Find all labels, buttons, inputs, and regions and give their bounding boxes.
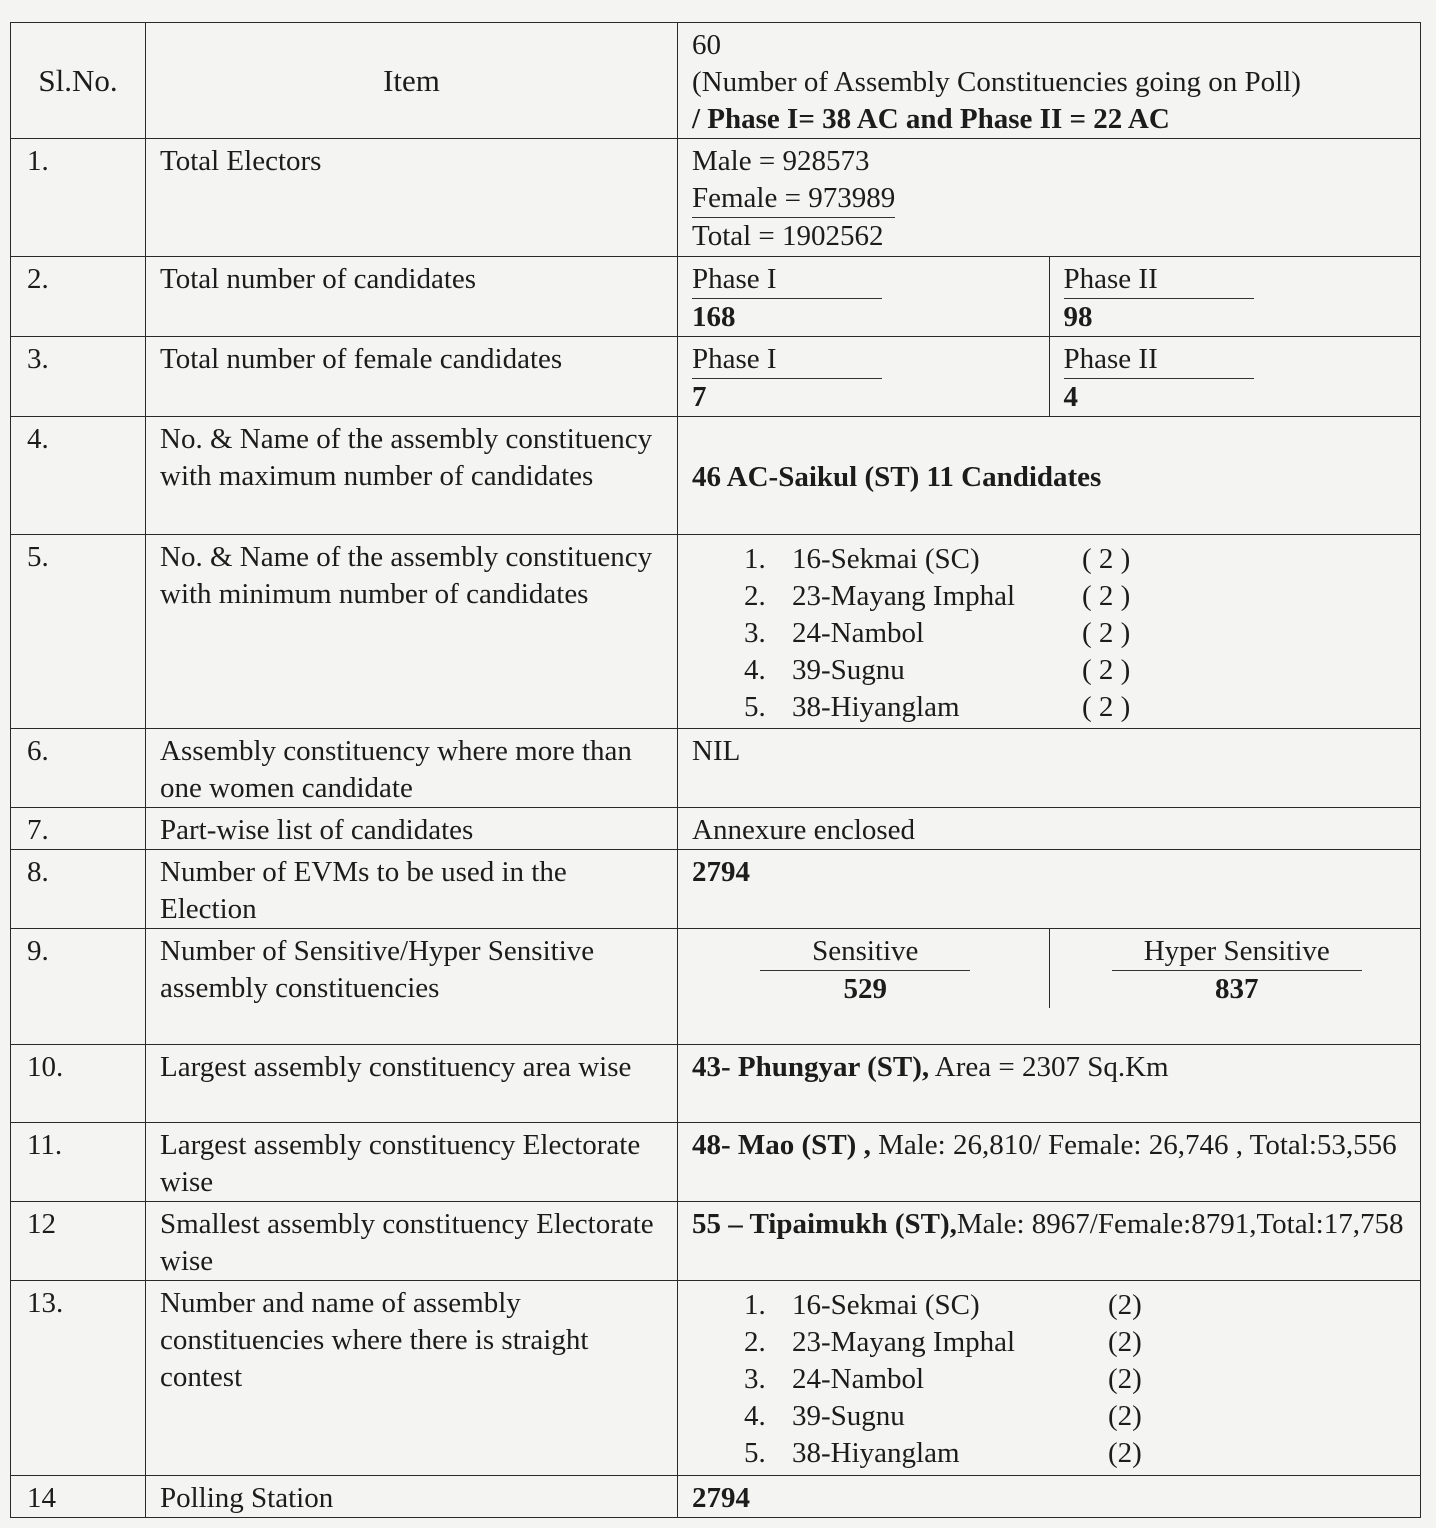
table-row xyxy=(11,1476,1421,1518)
row-item: Number of EVMs to be used in the Election xyxy=(146,850,678,929)
row-number: 13. xyxy=(11,1281,146,1476)
table-row xyxy=(11,1123,1421,1202)
electors-female: Female = 973989 xyxy=(692,180,1410,218)
electors-total: Total = 1902562 xyxy=(692,220,884,252)
list-item: 3. 24-Nambol (2) xyxy=(744,1363,1142,1395)
row-item: Total number of candidates xyxy=(146,257,678,337)
row-number: 10. xyxy=(11,1045,146,1123)
row-item: Total Electors xyxy=(146,139,678,257)
table-header-row xyxy=(11,23,1421,139)
row-number: 7. xyxy=(11,808,146,850)
list-item: 4. 39-Sugnu ( 2 ) xyxy=(744,654,1131,686)
phase-1-cell: Phase I 7 xyxy=(678,337,1049,416)
sensitive-cell: Sensitive 529 xyxy=(678,929,1049,1008)
row-value: 2794 xyxy=(678,1476,1421,1518)
row-item: Total number of female candidates xyxy=(146,337,678,417)
row-item: Largest assembly constituency area wise xyxy=(146,1045,678,1123)
table-row xyxy=(11,729,1421,808)
phase-2-cell: Phase II 4 xyxy=(1049,337,1421,416)
straight-contest-list xyxy=(678,1281,1421,1476)
row-item: Smallest assembly constituency Electorate wise xyxy=(146,1202,678,1281)
list-item: 2. 23-Mayang Imphal ( 2 ) xyxy=(744,580,1131,612)
table-row xyxy=(11,417,1421,535)
list-item: 5. 38-Hiyanglam ( 2 ) xyxy=(744,691,1131,723)
header-slno: Sl.No. xyxy=(11,23,146,139)
row-number: 9. xyxy=(11,929,146,1045)
summary-table xyxy=(10,22,1421,1518)
table-row xyxy=(11,1202,1421,1281)
electors-male: Male = 928573 xyxy=(692,145,870,177)
row-value: 2794 xyxy=(678,850,1421,929)
sensitive-values xyxy=(678,929,1421,1045)
row-value: 48- Mao (ST) , Male: 26,810/ Female: 26,746 , Total:53,556 xyxy=(678,1123,1421,1202)
table-row xyxy=(11,139,1421,257)
list-item: 1. 16-Sekmai (SC) (2) xyxy=(744,1289,1142,1321)
hyper-sensitive-cell: Hyper Sensitive 837 xyxy=(1049,929,1421,1008)
min-candidates-list xyxy=(678,535,1421,729)
row-item: No. & Name of the assembly constituency with minimum number of candidates xyxy=(146,535,678,729)
row-number: 6. xyxy=(11,729,146,808)
list-item: 5. 38-Hiyanglam (2) xyxy=(744,1437,1142,1469)
list-item: 3. 24-Nambol ( 2 ) xyxy=(744,617,1131,649)
table-row xyxy=(11,808,1421,850)
row-number: 4. xyxy=(11,417,146,535)
row-item: Assembly constituency where more than one women candidate xyxy=(146,729,678,808)
list-item: 2. 23-Mayang Imphal (2) xyxy=(744,1326,1142,1358)
row-number: 8. xyxy=(11,850,146,929)
row-item: Part-wise list of candidates xyxy=(146,808,678,850)
ac-phases: / Phase I= 38 AC and Phase II = 22 AC xyxy=(692,103,1170,135)
row-item: Number and name of assembly constituencies where there is straight contest xyxy=(146,1281,678,1476)
phase-1-cell: Phase I 168 xyxy=(678,257,1049,336)
phase-2-cell: Phase II 98 xyxy=(1049,257,1421,336)
list-item: 4. 39-Sugnu (2) xyxy=(744,1400,1142,1432)
row-item: Number of Sensitive/Hyper Sensitive assembly constituencies xyxy=(146,929,678,1045)
table-row xyxy=(11,929,1421,1045)
table-row xyxy=(11,850,1421,929)
total-electors-values xyxy=(678,139,1421,257)
table-row xyxy=(11,1281,1421,1476)
election-summary-sheet xyxy=(10,22,1420,1518)
table-row xyxy=(11,1045,1421,1123)
ac-desc: (Number of Assembly Constituencies going on Poll) xyxy=(692,66,1301,98)
row-value: Annexure enclosed xyxy=(678,808,1421,850)
row-value: 55 – Tipaimukh (ST),Male: 8967/Female:8791,Total:17,758 xyxy=(678,1202,1421,1281)
table-row xyxy=(11,257,1421,337)
table-row xyxy=(11,535,1421,729)
row-number: 3. xyxy=(11,337,146,417)
row-item: No. & Name of the assembly constituency with maximum number of candidates xyxy=(146,417,678,535)
candidates-by-phase xyxy=(678,257,1421,337)
header-ac-count xyxy=(678,23,1421,139)
table-row xyxy=(11,337,1421,417)
header-item: Item xyxy=(146,23,678,139)
row-number: 12 xyxy=(11,1202,146,1281)
ac-total: 60 xyxy=(692,29,721,61)
row-number: 14 xyxy=(11,1476,146,1518)
row-number: 5. xyxy=(11,535,146,729)
row-item: Polling Station xyxy=(146,1476,678,1518)
list-item: 1. 16-Sekmai (SC) ( 2 ) xyxy=(744,543,1131,575)
row-number: 1. xyxy=(11,139,146,257)
max-candidates-value: 46 AC-Saikul (ST) 11 Candidates xyxy=(678,417,1421,535)
row-value: 43- Phungyar (ST), Area = 2307 Sq.Km xyxy=(678,1045,1421,1123)
row-value: NIL xyxy=(678,729,1421,808)
row-number: 2. xyxy=(11,257,146,337)
female-candidates-by-phase xyxy=(678,337,1421,417)
row-number: 11. xyxy=(11,1123,146,1202)
row-item: Largest assembly constituency Electorate wise xyxy=(146,1123,678,1202)
